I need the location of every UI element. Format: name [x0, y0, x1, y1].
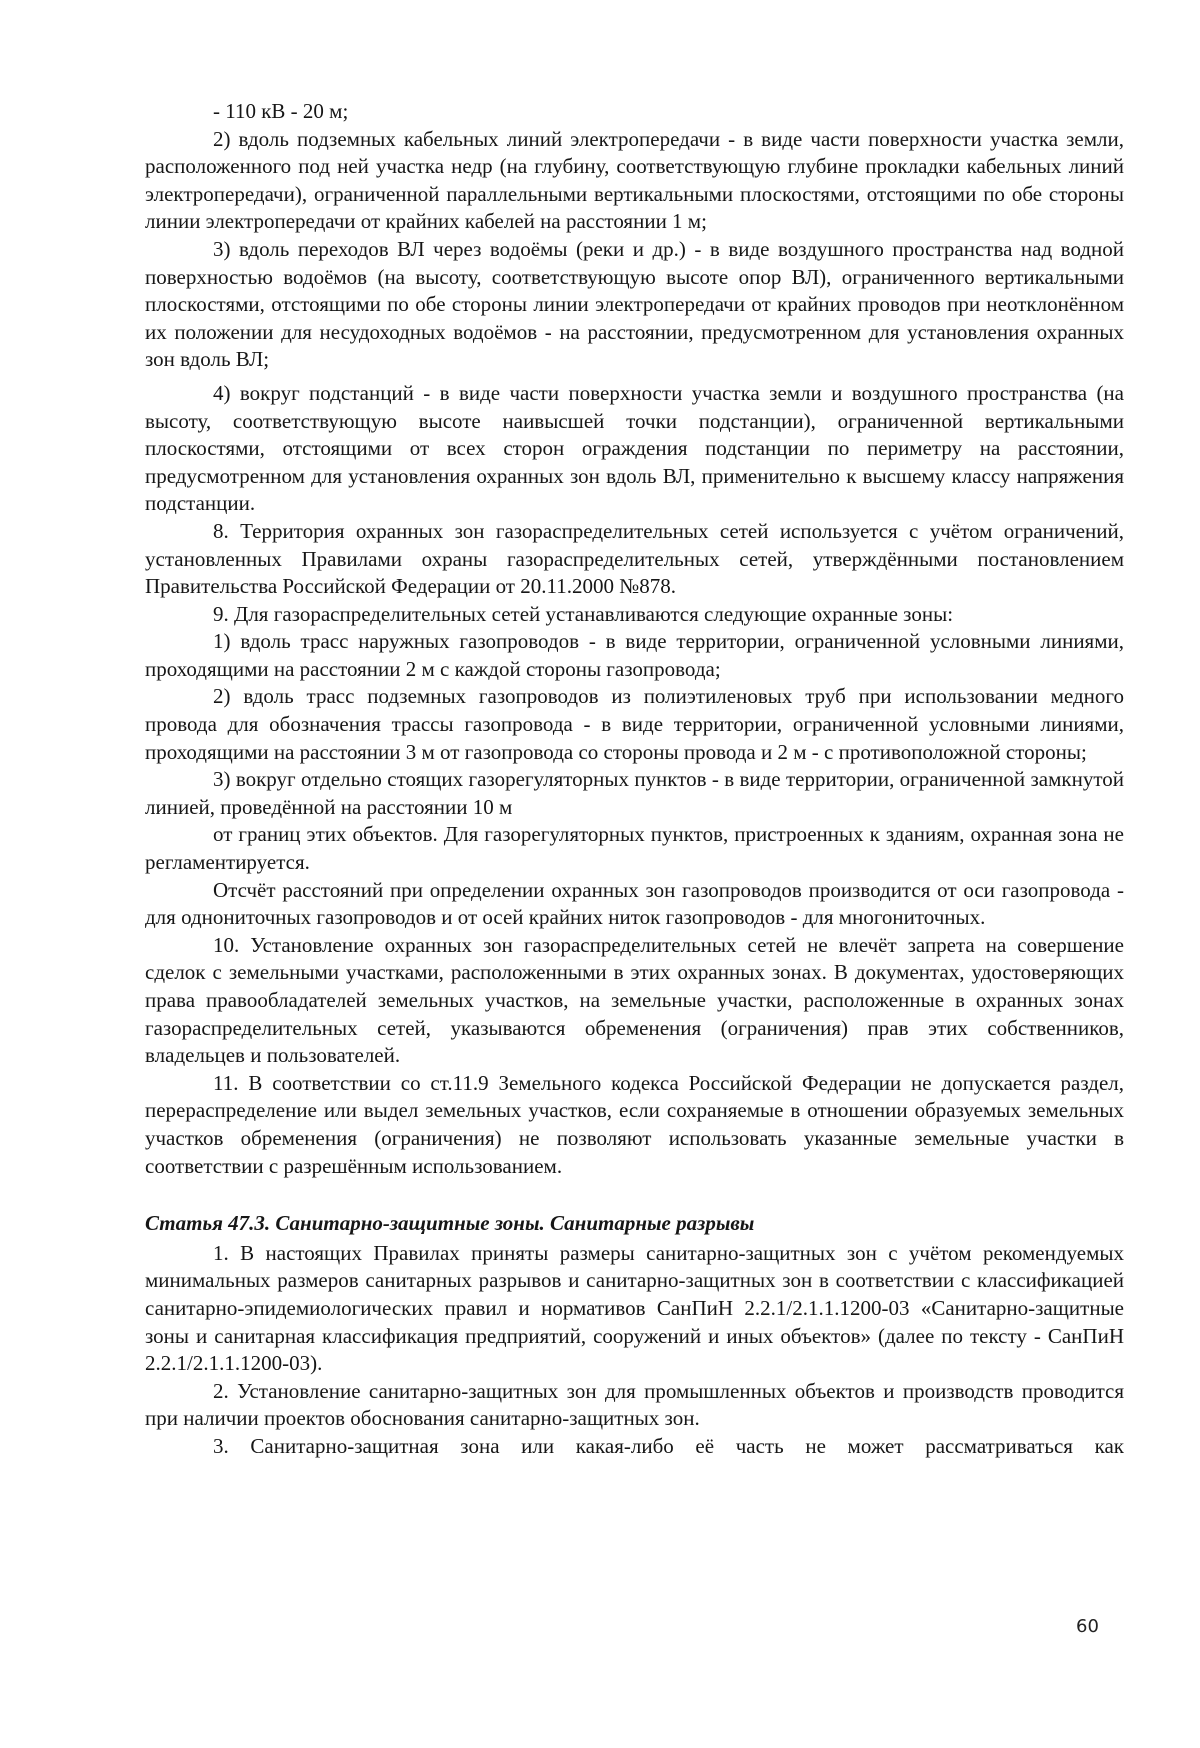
paragraph-distance-count: Отсчёт расстояний при определении охранных зон газопроводов производится от оси газопровода - для однониточных газопроводов и от осей крайних ниток газопроводов - для многониточных.: [145, 877, 1124, 930]
document-page: [145, 98, 1124, 1461]
paragraph-10: 10. Установление охранных зон газораспределительных сетей не влечёт запрета на совершение сделок с земельными участками, расположенными в этих охранных зонах. В документах, удостоверяющих права правообладателей земельных участков, на земельные участки, расположенные в охранных зонах газораспределительных сетей, указываются обременения (ограничения) прав этих собственников, владельцев и пользователей.: [145, 932, 1124, 1068]
paragraph-110kv: - 110 кВ - 20 м;: [213, 99, 349, 123]
paragraph-47-3-3: 3. Санитарно-защитная зона или какая-либо её часть не может рассматриваться как: [213, 1433, 1124, 1458]
paragraph-substations: 4) вокруг подстанций - в виде части поверхности участка земли и воздушного пространства (на высоту, соответствующую высоте наивысшей точки подстанции), ограниченной вертикальными плоскостями, отстоящими от всех сторон ограждения подстанции по периметру на расстоянии, предусмотренном для установления охранных зон вдоль ВЛ, применительно к высшему классу напряжения подстанции.: [145, 380, 1124, 516]
paragraph-9-1: 1) вдоль трасс наружных газопроводов - в виде территории, ограниченной условными линиями, проходящими на расстоянии 2 м с каждой стороны газопровода;: [145, 629, 1124, 681]
paragraph-9-3: 3) вокруг отдельно стоящих газорегуляторных пунктов - в виде территории, ограниченной замкнутой линией, проведённой на расстоянии 10 м: [145, 767, 1124, 819]
paragraph-water-crossings: 3) вдоль переходов ВЛ через водоёмы (реки и др.) - в виде воздушного пространства над водной поверхностью водоёмов (на высоту, соответствующую высоте опор ВЛ), ограниченного вертикальными плоскостями, отстоящими по обе стороны линии электропередачи от крайних проводов при неотклонённом их положении для несудоходных водоёмов - на расстоянии, предусмотренном для установления охранных зон вдоль ВЛ;: [145, 236, 1124, 372]
paragraph-9-3-cont: от границ этих объектов. Для газорегуляторных пунктов, пристроенных к зданиям, охранная зона не регламентируется.: [145, 822, 1124, 875]
paragraph-47-3-1: 1. В настоящих Правилах приняты размеры санитарно-защитных зон с учётом рекомендуемых минимальных размеров санитарных разрывов и санитарно-защитных зон в соответствии с классификацией санитарно-эпидемиологических правил и нормативов СанПиН 2.2.1/2.1.1.1200-03 «Санитарно-защитные зоны и санитарная классификация предприятий, сооружений и иных объектов» (далее по тексту - СанПиН 2.2.1/2.1.1.1200-03).: [145, 1240, 1124, 1376]
page-number: 60: [1076, 1616, 1099, 1637]
paragraph-11: 11. В соответствии со ст.11.9 Земельного кодекса Российской Федерации не допускается раздел, перераспределение или выдел земельных участков, если сохраняемые в отношении образуемых земельных участков обременения (ограничения) не позволяют использовать указанные земельные участки в соответствии с разрешённым использованием.: [145, 1070, 1124, 1178]
paragraph-8: 8. Территория охранных зон газораспределительных сетей используется с учётом ограничений, установленных Правилами охраны газораспределительных сетей, утверждёнными постановлением Правительства Российской Федерации от 20.11.2000 №878.: [145, 518, 1124, 599]
paragraph-47-3-2: 2. Установление санитарно-защитных зон для промышленных объектов и производств проводится при наличии проектов обоснования санитарно-защитных зон.: [145, 1378, 1124, 1431]
paragraph-cable-lines: 2) вдоль подземных кабельных линий электропередачи - в виде части поверхности участка земли, расположенного под ней участка недр (на глубину, соответствующую глубине прокладки кабельных линий электропередачи), ограниченной параллельными вертикальными плоскостями, отстоящими по обе стороны линии электропередачи от крайних кабелей на расстоянии 1 м;: [145, 126, 1124, 234]
article-heading: Статья 47.3. Санитарно-защитные зоны. Санитарные разрывы: [145, 1211, 755, 1236]
paragraph-9-2: 2) вдоль трасс подземных газопроводов из полиэтиленовых труб при использовании медного провода для обозначения трассы газопровода - в виде территории, ограниченной условными линиями, проходящими на расстоянии 3 м от газопровода со стороны провода и 2 м - с противоположной стороны;: [145, 684, 1124, 764]
paragraph-9: 9. Для газораспределительных сетей устанавливаются следующие охранные зоны:: [213, 601, 954, 626]
